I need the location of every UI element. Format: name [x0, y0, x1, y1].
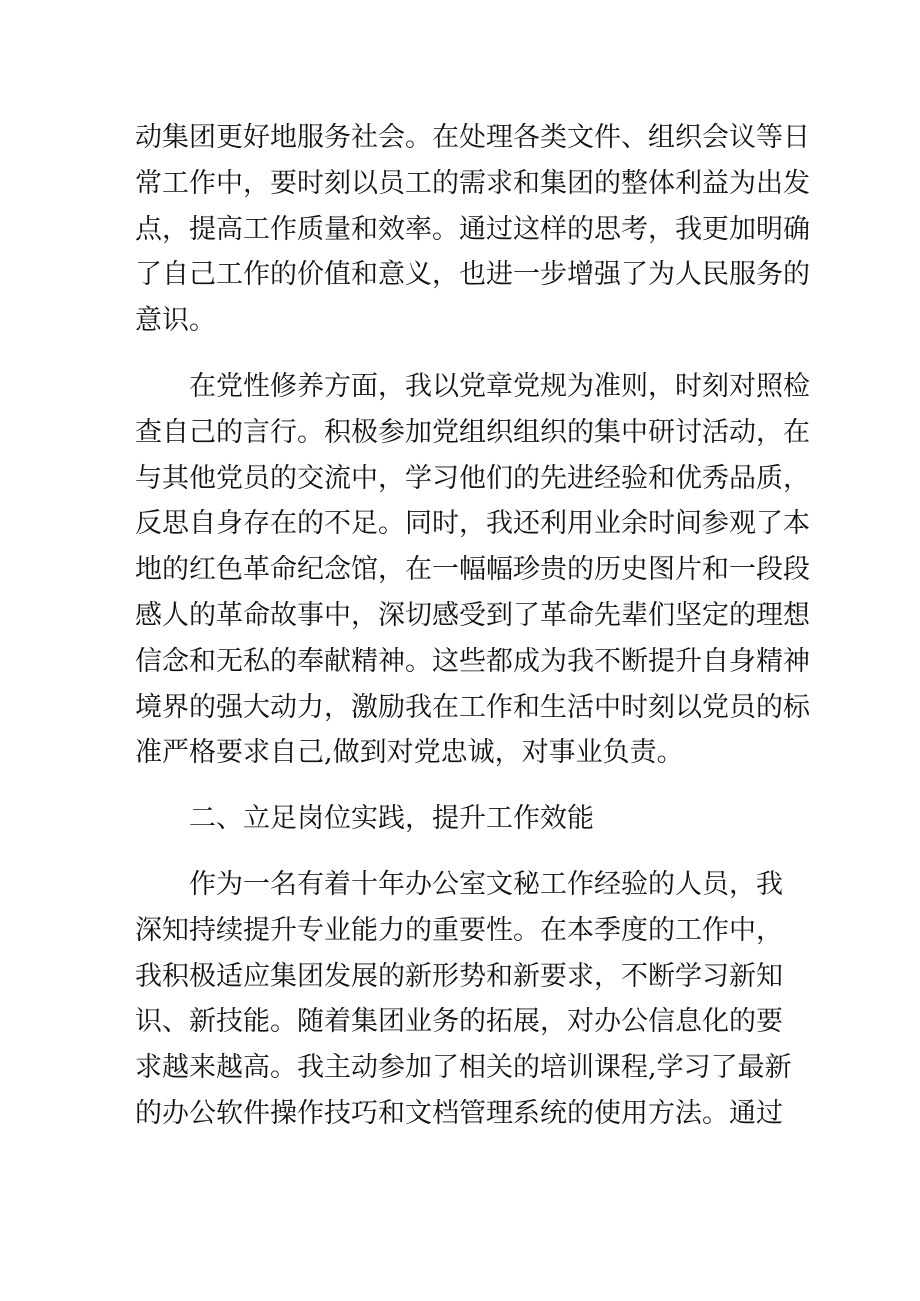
paragraph-3-line: 识、新技能。随着集团业务的拓展，对办公信息化的要 — [135, 1006, 783, 1038]
paragraph-2-line: 在党性修养方面，我以党章党规为准则，时刻对照检 — [189, 370, 810, 402]
section-heading — [135, 796, 790, 842]
paragraph-1-line: 动集团更好地服务社会。在处理各类文件、组织会议等日 — [135, 122, 810, 153]
paragraph-2-line: 与其他党员的交流中，学习他们的先进经验和优秀品质， — [135, 462, 810, 494]
paragraph-3-line: 求越来越高。我主动参加了相关的培训课程,学习了最新 — [135, 1052, 792, 1084]
paragraph-2-line: 地的红色革命纪念馆，在一幅幅珍贵的历史图片和一段段 — [135, 554, 810, 586]
paragraph-3-line: 我积极适应集团发展的新形势和新要求，不断学习新知 — [135, 960, 783, 992]
paragraph-3-line: 作为一名有着十年办公室文秘工作经验的人员，我 — [189, 868, 783, 900]
paragraph-3-line: 深知持续提升专业能力的重要性。在本季度的工作中， — [135, 914, 783, 946]
paragraph-1-line: 点，提高工作质量和效率。通过这样的思考，我更加明确 — [135, 213, 810, 245]
paragraph-2-line: 反思自身存在的不足。同时，我还利用业余时间参观了本 — [135, 508, 810, 540]
paragraph-2-line: 准严格要求自己,做到对党忠诚，对事业负责。 — [135, 737, 684, 769]
paragraph-2-line: 境界的强大动力，激励我在工作和生活中时刻以党员的标 — [135, 691, 810, 723]
paragraph-1 — [135, 115, 810, 344]
document-page — [135, 115, 810, 1137]
paragraph-1-line: 意识。 — [135, 305, 216, 337]
paragraph-1-line: 了自己工作的价值和意义，也进一步增强了为人民服务的 — [135, 259, 810, 291]
paragraph-3 — [135, 862, 790, 1137]
paragraph-3-line: 的办公软件操作技巧和文档管理系统的使用方法。通过 — [135, 1097, 783, 1129]
section-heading-text: 二、立足岗位实践，提升工作效能 — [189, 803, 594, 835]
paragraph-2-line: 信念和无私的奉献精神。这些都成为我不断提升自身精神 — [135, 645, 810, 677]
paragraph-1-line: 常工作中，要时刻以员工的需求和集团的整体利益为出发 — [135, 167, 810, 199]
paragraph-2-line: 感人的革命故事中，深切感受到了革命先辈们坚定的理想 — [135, 599, 810, 631]
paragraph-2-line: 查自己的言行。积极参加党组织组织的集中研讨活动，在 — [135, 416, 810, 448]
paragraph-2 — [135, 364, 810, 776]
